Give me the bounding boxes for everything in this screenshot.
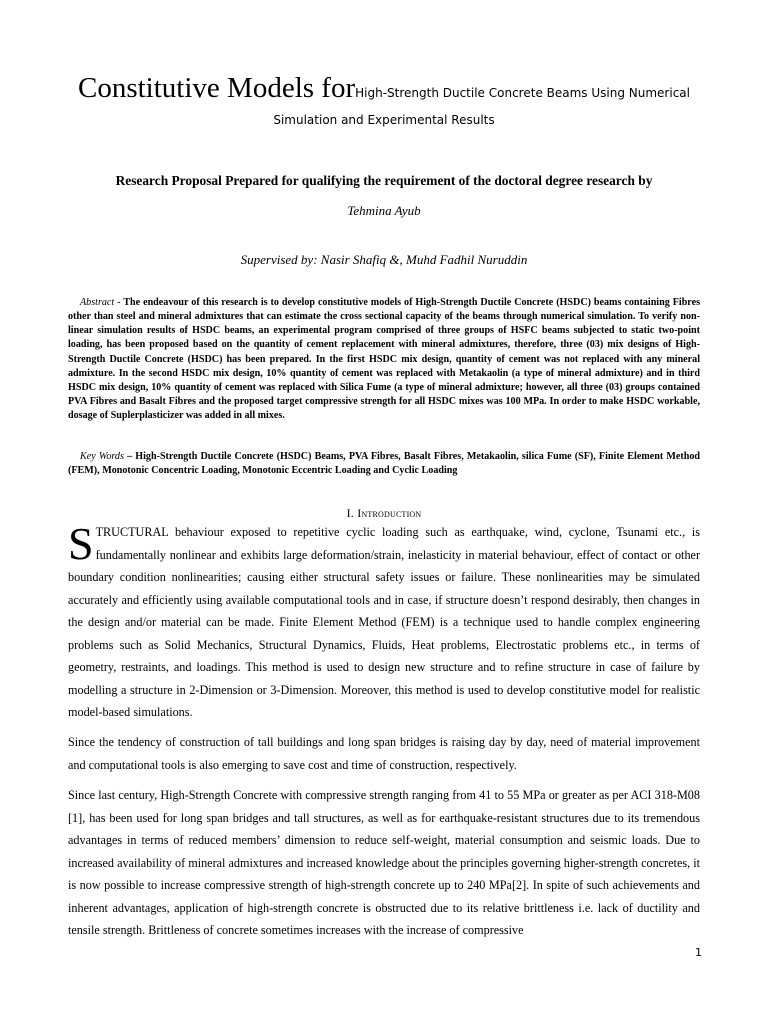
author-name: Tehmina Ayub (347, 203, 421, 218)
paragraph-2: Since the tendency of construction of tall buildings and long span bridges is raising day by day, need of material improvement and computational tools is also emerging to save cost and time of construction, respectively. (68, 735, 700, 772)
supervisors: Supervised by: Nasir Shafiq &, Muhd Fadhil Nuruddin (240, 252, 528, 267)
title-rest-line2: Simulation and Experimental Results (273, 113, 495, 127)
paragraph-3: Since last century, High-Strength Concrete with compressive strength ranging from 41 to 55 MPa or greater as per ACI 318-M08 [1], has been used for long span bridges and tall structures, as well as for earthquake-resistant structures due to its tremendous advantages in terms of reduced members’ dimension to reduce self-weight, material consumption and seismic loads. Due to increased availability of mineral admixtures and increased knowledge about the principles governing higher-strength concretes, it is now possible to increase compressive strength of high-strength concrete up to 240 MPa[2]. In spite of such achievements and inherent advantages, application of high-strength concrete is obstructed due to its relative brittleness i.e. lack of ductility and tensile strength. Brittleness of concrete sometimes increases with the increase of compressive (68, 788, 700, 937)
page-number: 1 (695, 946, 702, 959)
paragraph-1-text: TRUCTURAL behaviour exposed to repetitive cyclic loading such as earthquake, wind, cyclone, Tsunami etc., is fundamentally nonlinear and exhibits large deformation/strain, inelasticity in material behaviour, effect of contact or other boundary condition nonlinearities; causing either structural safety issues or failure. These nonlinearities may be simulated accurately and efficiently using available computational tools and in case, if structure doesn’t respond desirably, then changes in the design and/or material can be made. Finite Element Method (FEM) is a technique used to handle complex engineering problems such as Solid Mechanics, Structural Dynamics, Fluids, Heat problems, Electrostatic problems etc., in terms of geometry, restraints, and loadings. This method is used to design new structure and to refine structure in case of failure by modelling a structure in 2-Dimension or 3-Dimension. Moreover, this method is used to develop constitutive model for realistic model-based simulations. (68, 525, 700, 719)
keywords (68, 450, 700, 478)
abstract-label: Abstract - (80, 297, 121, 308)
proposal-line: Research Proposal Prepared for qualifying the requirement of the doctoral degree research by (115, 173, 653, 188)
document-title (60, 70, 708, 129)
paragraph-1 (68, 518, 700, 724)
section-number: I. (346, 506, 355, 520)
section-title: Introduction (357, 506, 422, 520)
keywords-text: – High-Strength Ductile Concrete (HSDC) Beams, PVA Fibres, Basalt Fibres, Metakaolin, silica Fume (SF), Finite Element Method (FEM), Monotonic Concentric Loading, Monotonic Eccentric Loading and Cyclic Loading (68, 451, 700, 477)
drop-cap: S (68, 518, 94, 569)
abstract (68, 296, 700, 423)
title-main: Constitutive Models for (78, 72, 356, 104)
keywords-label: Key Words (80, 451, 124, 462)
section-heading-introduction (40, 505, 728, 521)
abstract-text: The endeavour of this research is to develop constitutive models of High-Strength Ductile Concrete (HSDC) beams containing Fibres other than steel and mineral admixtures that can estimate the cross sectional capacity of the beams through numerical simulation. To verify non-linear simulation results of HSDC beams, an experimental program comprised of three groups of HSFC beams subjected to static two-point loading, has been proposed based on the quantity of cement replacement with mineral admixtures, therefore, three (03) mix designs of High-Strength Ductile Concrete (HSDC) has been prepared. In the first HSDC mix design, quantity of cement was not replaced with any mineral admixture. In the second HSDC mix design, 10% quantity of cement was replaced with Metakaolin (a type of mineral admixture) and in third HSDC mix design, 10% quantity of cement was replaced with Silica Fume (a type of mineral admixture; however, all three (03) groups contained PVA Fibres and Basalt Fibres and the proposed target compressive strength for all HSDC mixes was 100 MPa. In order to make HSDC workable, dosage of Suplerplasticizer was added in all mixes. (68, 297, 701, 422)
title-rest-line1: High-Strength Ductile Concrete Beams Using Numerical (355, 86, 690, 100)
